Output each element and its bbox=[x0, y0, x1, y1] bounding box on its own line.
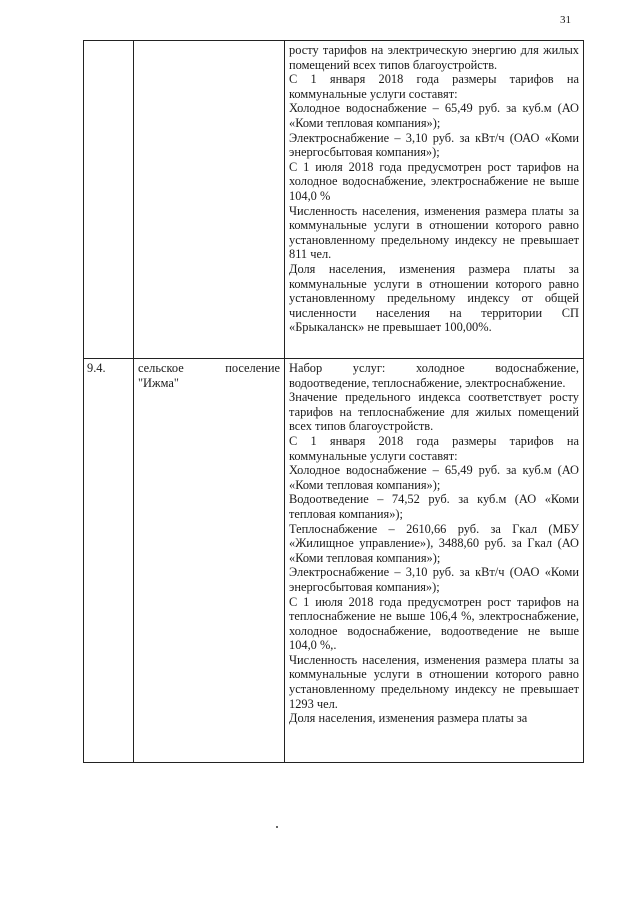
table-row bbox=[84, 41, 584, 359]
description-paragraph: Значение предельного индекса соответствует росту тарифов на теплоснабжение для жилых помещений всех типов благоустройств. bbox=[289, 390, 579, 434]
description-paragraph: Доля населения, изменения размера платы за коммунальные услуги в отношении которого равно установленному предельному индексу от общей численности населения на территории СП «Брыкаланск» не превышает 100,00%. bbox=[289, 261, 579, 335]
description-paragraph: Доля населения, изменения размера платы за bbox=[289, 711, 528, 726]
description-paragraph: Холодное водоснабжение – 65,49 руб. за куб.м (АО «Коми тепловая компания»); bbox=[289, 463, 579, 492]
description-paragraph: Набор услуг: холодное водоснабжение, водоотведение, теплоснабжение, электроснабжение. bbox=[289, 361, 579, 390]
description-cell bbox=[285, 41, 584, 359]
settlement-name-cell: сельское поселение "Ижма" bbox=[134, 359, 285, 763]
description-paragraph: Холодное водоснабжение – 65,49 руб. за куб.м (АО «Коми тепловая компания»); bbox=[289, 101, 579, 130]
tariff-table bbox=[83, 40, 584, 763]
settlement-name-cell bbox=[134, 41, 285, 359]
row-number-cell bbox=[84, 41, 134, 359]
page-number: 31 bbox=[560, 14, 571, 26]
description-paragraph: Теплоснабжение – 2610,66 руб. за Гкал (МБУ «Жилищное управление»), 3488,60 руб. за Гкал (АО «Коми тепловая компания»); bbox=[289, 521, 579, 565]
description-paragraph: С 1 января 2018 года размеры тарифов на коммунальные услуги составят: bbox=[289, 433, 579, 463]
description-paragraph: Электроснабжение – 3,10 руб. за кВт/ч (ОАО «Коми энергосбытовая компания»); bbox=[289, 565, 579, 594]
table-row bbox=[84, 359, 584, 763]
description-paragraph: Численность населения, изменения размера платы за коммунальные услуги в отношении которого равно установленному предельному индексу не превышает 1293 чел. bbox=[289, 652, 579, 711]
description-paragraph: Численность населения, изменения размера платы за коммунальные услуги в отношении которого равно установленному предельному индексу не превышает 811 чел. bbox=[289, 203, 579, 262]
description-paragraph: Электроснабжение – 3,10 руб. за кВт/ч (ОАО «Коми энергосбытовая компания»); bbox=[289, 130, 579, 160]
row-number-cell: 9.4. bbox=[84, 359, 134, 763]
description-paragraph: Водоотведение – 74,52 руб. за куб.м (АО «Коми тепловая компания»); bbox=[289, 492, 579, 521]
scan-speck bbox=[276, 826, 278, 828]
description-cell bbox=[285, 359, 584, 763]
description-paragraph: С 1 января 2018 года размеры тарифов на коммунальные услуги составят: bbox=[289, 72, 579, 101]
description-paragraph: росту тарифов на электрическую энергию для жилых помещений всех типов благоустройств. bbox=[289, 43, 579, 72]
description-paragraph: С 1 июля 2018 года предусмотрен рост тарифов на холодное водоснабжение, электроснабжение не выше 104,0 % bbox=[289, 159, 579, 203]
description-paragraph: С 1 июля 2018 года предусмотрен рост тарифов на теплоснабжение не выше 106,4 %, электроснабжение, холодное водоснабжение, водоотведение не выше 104,0 %,. bbox=[289, 594, 579, 653]
